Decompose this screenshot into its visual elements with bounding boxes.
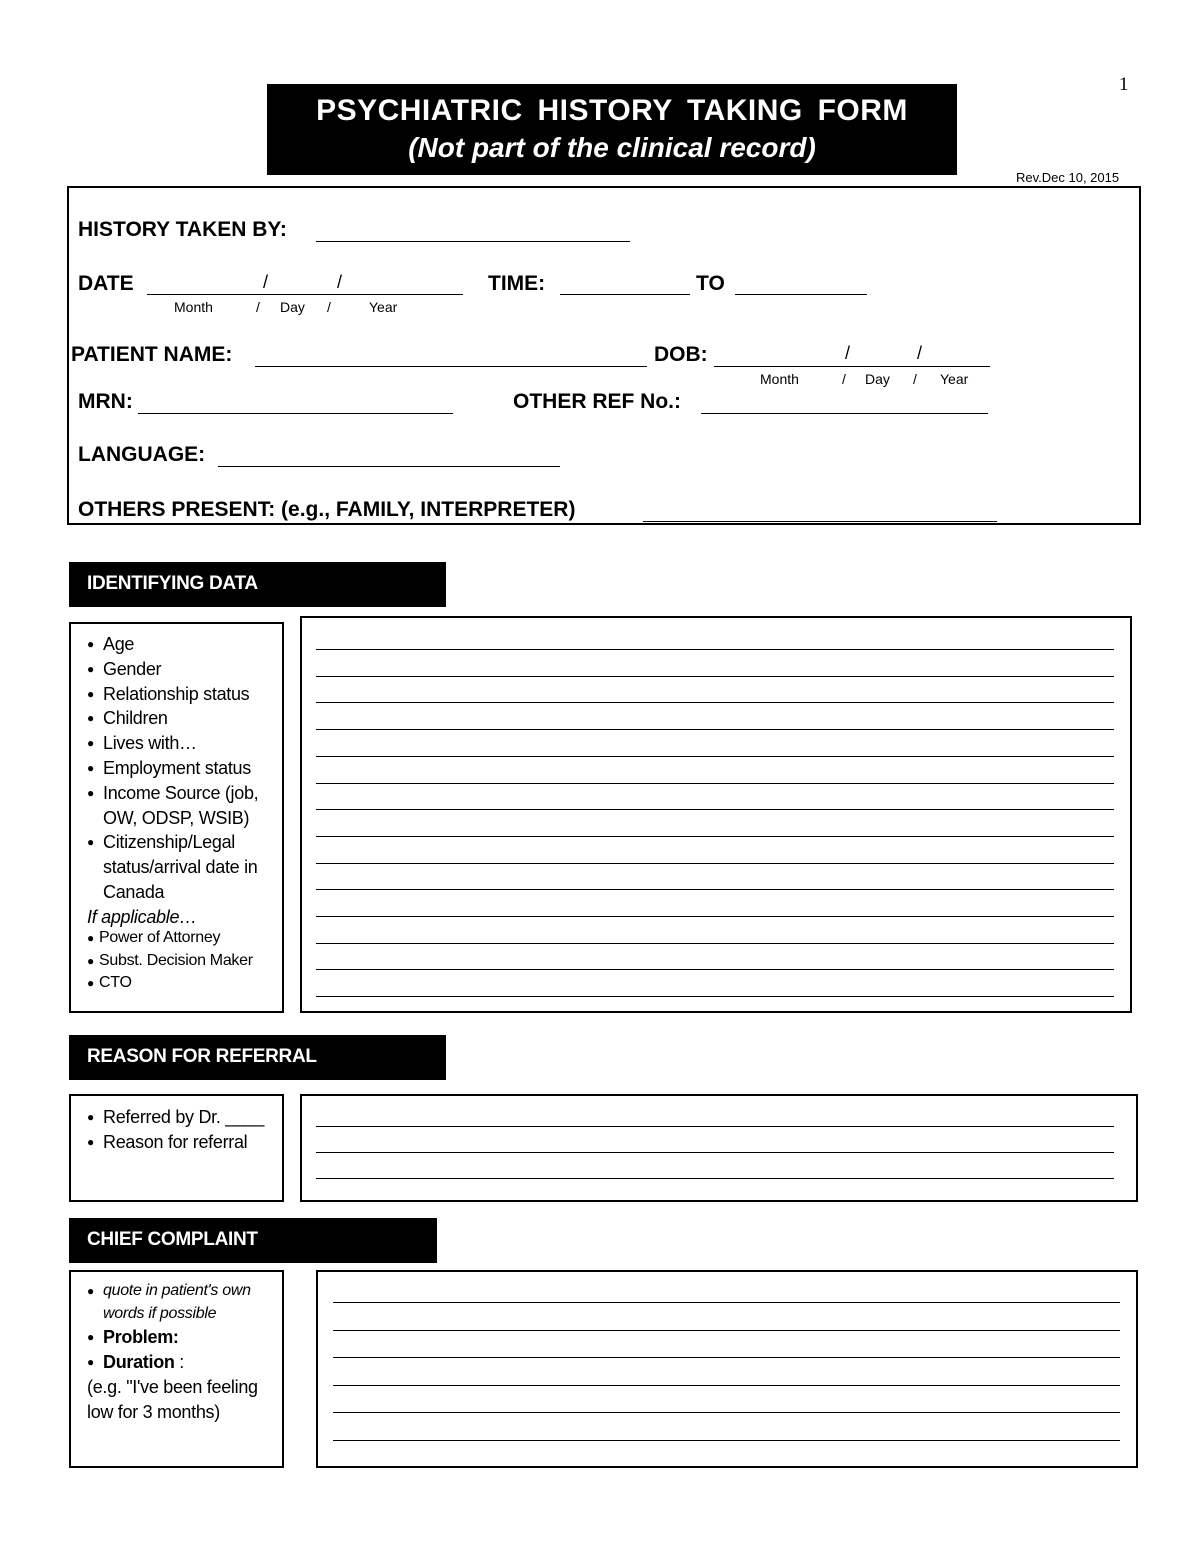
- revision-date: Rev.Dec 10, 2015: [1016, 170, 1120, 185]
- writing-line: [333, 1330, 1120, 1331]
- writing-line: [316, 702, 1114, 703]
- mrn-label: MRN:: [78, 390, 133, 413]
- time-from-field[interactable]: [560, 294, 690, 295]
- dob-slash-1: /: [845, 343, 851, 363]
- example-note: (e.g. "I've been feeling low for 3 months): [87, 1377, 258, 1422]
- writing-line: [316, 889, 1114, 890]
- list-item: ● Gender: [87, 657, 277, 682]
- time-to-field[interactable]: [735, 294, 867, 295]
- writing-line: [316, 943, 1114, 944]
- list-item: ● Income Source (job, OW, ODSP, WSIB): [87, 781, 277, 831]
- list-item: ● Referred by Dr. ____: [87, 1105, 277, 1130]
- dob-sep-caption-1: /: [842, 371, 846, 387]
- date-year-caption: Year: [369, 299, 398, 315]
- writing-line: [333, 1412, 1120, 1413]
- referral-list: [87, 1105, 277, 1155]
- dob-sep-caption-2: /: [913, 371, 917, 387]
- language-field[interactable]: [218, 466, 560, 467]
- writing-line: [316, 969, 1114, 970]
- if-applicable-note: If applicable…: [87, 906, 197, 927]
- date-field[interactable]: [147, 294, 463, 295]
- list-item: ● Age: [87, 632, 277, 657]
- writing-line: [316, 1152, 1114, 1153]
- time-label: TIME:: [488, 272, 546, 295]
- identifying-data-notes[interactable]: [316, 649, 1114, 999]
- identifying-data-heading: IDENTIFYING DATA: [69, 562, 446, 607]
- list-item: ● CTO: [87, 972, 277, 995]
- history-taken-by-label: HISTORY TAKEN BY:: [78, 218, 287, 241]
- writing-line: [316, 916, 1114, 917]
- form-title: PSYCHIATRIC HISTORY TAKING FORM: [316, 94, 908, 127]
- patient-name-label: PATIENT NAME:: [71, 343, 233, 366]
- date-month-caption: Month: [174, 299, 213, 315]
- writing-line: [316, 649, 1114, 650]
- date-label: DATE: [78, 272, 134, 295]
- list-item: ● Relationship status: [87, 682, 277, 707]
- date-sep-caption-2: /: [327, 299, 331, 315]
- list-item: ● Problem:: [87, 1325, 279, 1350]
- duration-colon: :: [174, 1352, 185, 1373]
- history-taken-by-field[interactable]: [316, 241, 630, 242]
- dob-field[interactable]: [714, 366, 990, 367]
- date-sep-caption-1: /: [256, 299, 260, 315]
- date-day-caption: Day: [280, 299, 305, 315]
- writing-line: [333, 1302, 1120, 1303]
- chief-complaint-notes[interactable]: [333, 1302, 1120, 1442]
- date-slash-2: /: [337, 272, 343, 292]
- writing-line: [316, 996, 1114, 997]
- writing-line: [316, 756, 1114, 757]
- writing-line: [316, 1126, 1114, 1127]
- list-item: ● Employment status: [87, 756, 277, 781]
- reason-for-referral-heading: REASON FOR REFERRAL: [69, 1035, 446, 1080]
- writing-line: [316, 836, 1114, 837]
- referral-notes[interactable]: [316, 1126, 1114, 1186]
- list-item: ● Reason for referral: [87, 1130, 277, 1155]
- patient-name-field[interactable]: [255, 366, 647, 367]
- writing-line: [316, 783, 1114, 784]
- writing-line: [316, 863, 1114, 864]
- list-item: ● Citizenship/Legal status/arrival date in Canada: [87, 830, 277, 904]
- writing-line: [316, 676, 1114, 677]
- time-to-label: TO: [696, 272, 725, 295]
- chief-complaint-heading: CHIEF COMPLAINT: [69, 1218, 437, 1263]
- identifying-data-prompts: [69, 622, 284, 1013]
- chief-complaint-list: [87, 1280, 279, 1425]
- others-present-field[interactable]: [643, 521, 997, 522]
- dob-year-caption: Year: [940, 371, 969, 387]
- identifying-data-list: [87, 632, 277, 930]
- list-item: ● Power of Attorney: [87, 927, 277, 950]
- referral-prompts: [69, 1094, 284, 1202]
- mrn-field[interactable]: [138, 413, 453, 414]
- list-item: ● Lives with…: [87, 731, 277, 756]
- chief-complaint-prompts: [69, 1270, 284, 1468]
- other-ref-field[interactable]: [701, 413, 988, 414]
- if-applicable-list: [87, 927, 277, 995]
- duration-label: Duration: [103, 1352, 175, 1373]
- list-item: ● quote in patient's own words if possible: [87, 1280, 279, 1325]
- page-number: 1: [1119, 74, 1129, 95]
- dob-label: DOB:: [654, 343, 708, 366]
- writing-line: [333, 1440, 1120, 1441]
- form-title-banner: [267, 84, 957, 175]
- writing-line: [333, 1357, 1120, 1358]
- dob-day-caption: Day: [865, 371, 890, 387]
- other-ref-label: OTHER REF No.:: [513, 390, 681, 413]
- others-present-label: OTHERS PRESENT: (e.g., FAMILY, INTERPRETER): [78, 498, 576, 521]
- list-item: ● Children: [87, 706, 277, 731]
- date-slash-1: /: [263, 272, 269, 292]
- writing-line: [316, 1178, 1114, 1179]
- language-label: LANGUAGE:: [78, 443, 206, 466]
- writing-line: [316, 809, 1114, 810]
- dob-month-caption: Month: [760, 371, 799, 387]
- form-subtitle: (Not part of the clinical record): [408, 132, 816, 163]
- writing-line: [316, 729, 1114, 730]
- dob-slash-2: /: [917, 343, 923, 363]
- writing-line: [333, 1385, 1120, 1386]
- list-item: [87, 1350, 279, 1375]
- list-item: ● Subst. Decision Maker: [87, 950, 277, 973]
